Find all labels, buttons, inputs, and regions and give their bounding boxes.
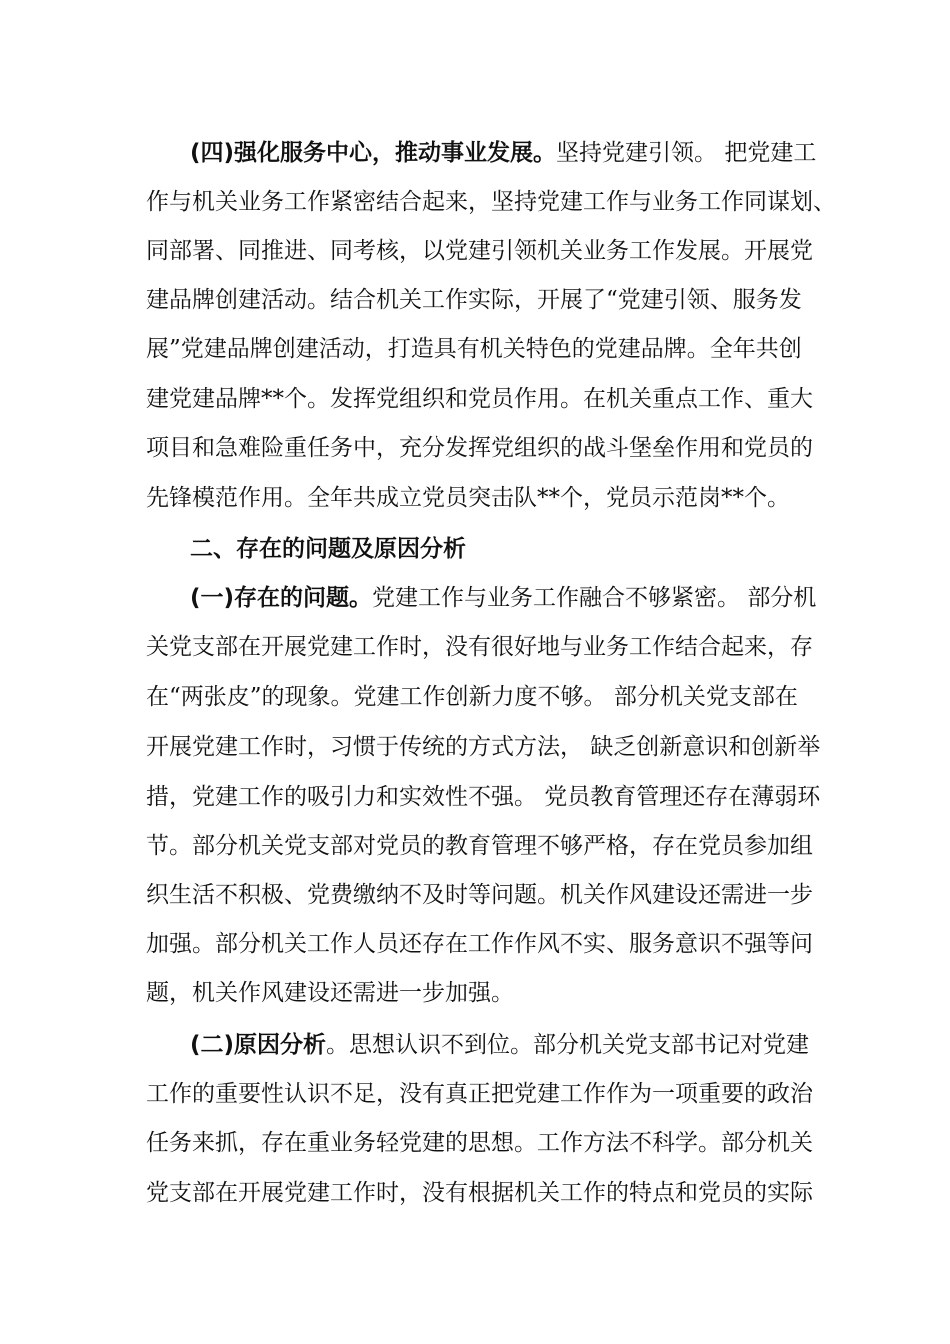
paragraph-line: 作与机关业务工作紧密结合起来，坚持党建工作与业务工作同谋划、	[146, 189, 836, 215]
paragraph-line: 建品牌创建活动。结合机关工作实际，开展了“党建引领、服务发	[146, 287, 802, 313]
paragraph-line: 在“两张皮”的现象。党建工作创新力度不够。 部分机关党支部在	[146, 684, 798, 710]
paragraph-line: 展”党建品牌创建活动，打造具有机关特色的党建品牌。全年共创	[146, 336, 802, 362]
paragraph-line: 项目和急难险重任务中，充分发挥党组织的战斗堡垒作用和党员的	[146, 435, 813, 461]
paragraph-heading: (一)存在的问题。	[190, 585, 373, 611]
paragraph-line: (二)原因分析。思想认识不到位。部分机关党支部书记对党建	[190, 1032, 810, 1058]
paragraph-line: 同部署、同推进、同考核，以党建引领机关业务工作发展。开展党	[146, 238, 813, 264]
paragraph-heading: (二)原因分析	[190, 1032, 327, 1058]
paragraph-line: 建党建品牌**个。发挥党组织和党员作用。在机关重点工作、重大	[146, 386, 813, 412]
paragraph-line: 节。部分机关党支部对党员的教育管理不够严格，存在党员参加组	[146, 833, 813, 859]
paragraph-line: 织生活不积极、党费缴纳不及时等问题。机关作风建设还需进一步	[146, 882, 813, 908]
paragraph-line: 题，机关作风建设还需进一步加强。	[146, 980, 514, 1006]
paragraph-heading: (四)强化服务中心，推动事业发展。	[190, 140, 557, 166]
paragraph-line: (四)强化服务中心，推动事业发展。坚持党建引领。 把党建工	[190, 140, 817, 166]
paragraph-line: (一)存在的问题。党建工作与业务工作融合不够紧密。 部分机	[190, 585, 817, 611]
section-title: 二、存在的问题及原因分析	[190, 536, 466, 562]
paragraph-line: 关党支部在开展党建工作时，没有很好地与业务工作结合起来，存	[146, 634, 813, 660]
paragraph-line: 开展党建工作时，习惯于传统的方式方法， 缺乏创新意识和创新举	[146, 734, 821, 760]
paragraph-line: 工作的重要性认识不足，没有真正把党建工作作为一项重要的政治	[146, 1081, 813, 1107]
paragraph-line: 先锋模范作用。全年共成立党员突击队**个，党员示范岗**个。	[146, 485, 790, 511]
paragraph-line: 措，党建工作的吸引力和实效性不强。 党员教育管理还存在薄弱环	[146, 784, 821, 810]
paragraph-line: 党支部在开展党建工作时，没有根据机关工作的特点和党员的实际	[146, 1180, 813, 1206]
paragraph-line: 加强。部分机关工作人员还存在工作作风不实、服务意识不强等问	[146, 931, 813, 957]
paragraph-line: 任务来抓，存在重业务轻党建的思想。工作方法不科学。部分机关	[146, 1130, 813, 1156]
